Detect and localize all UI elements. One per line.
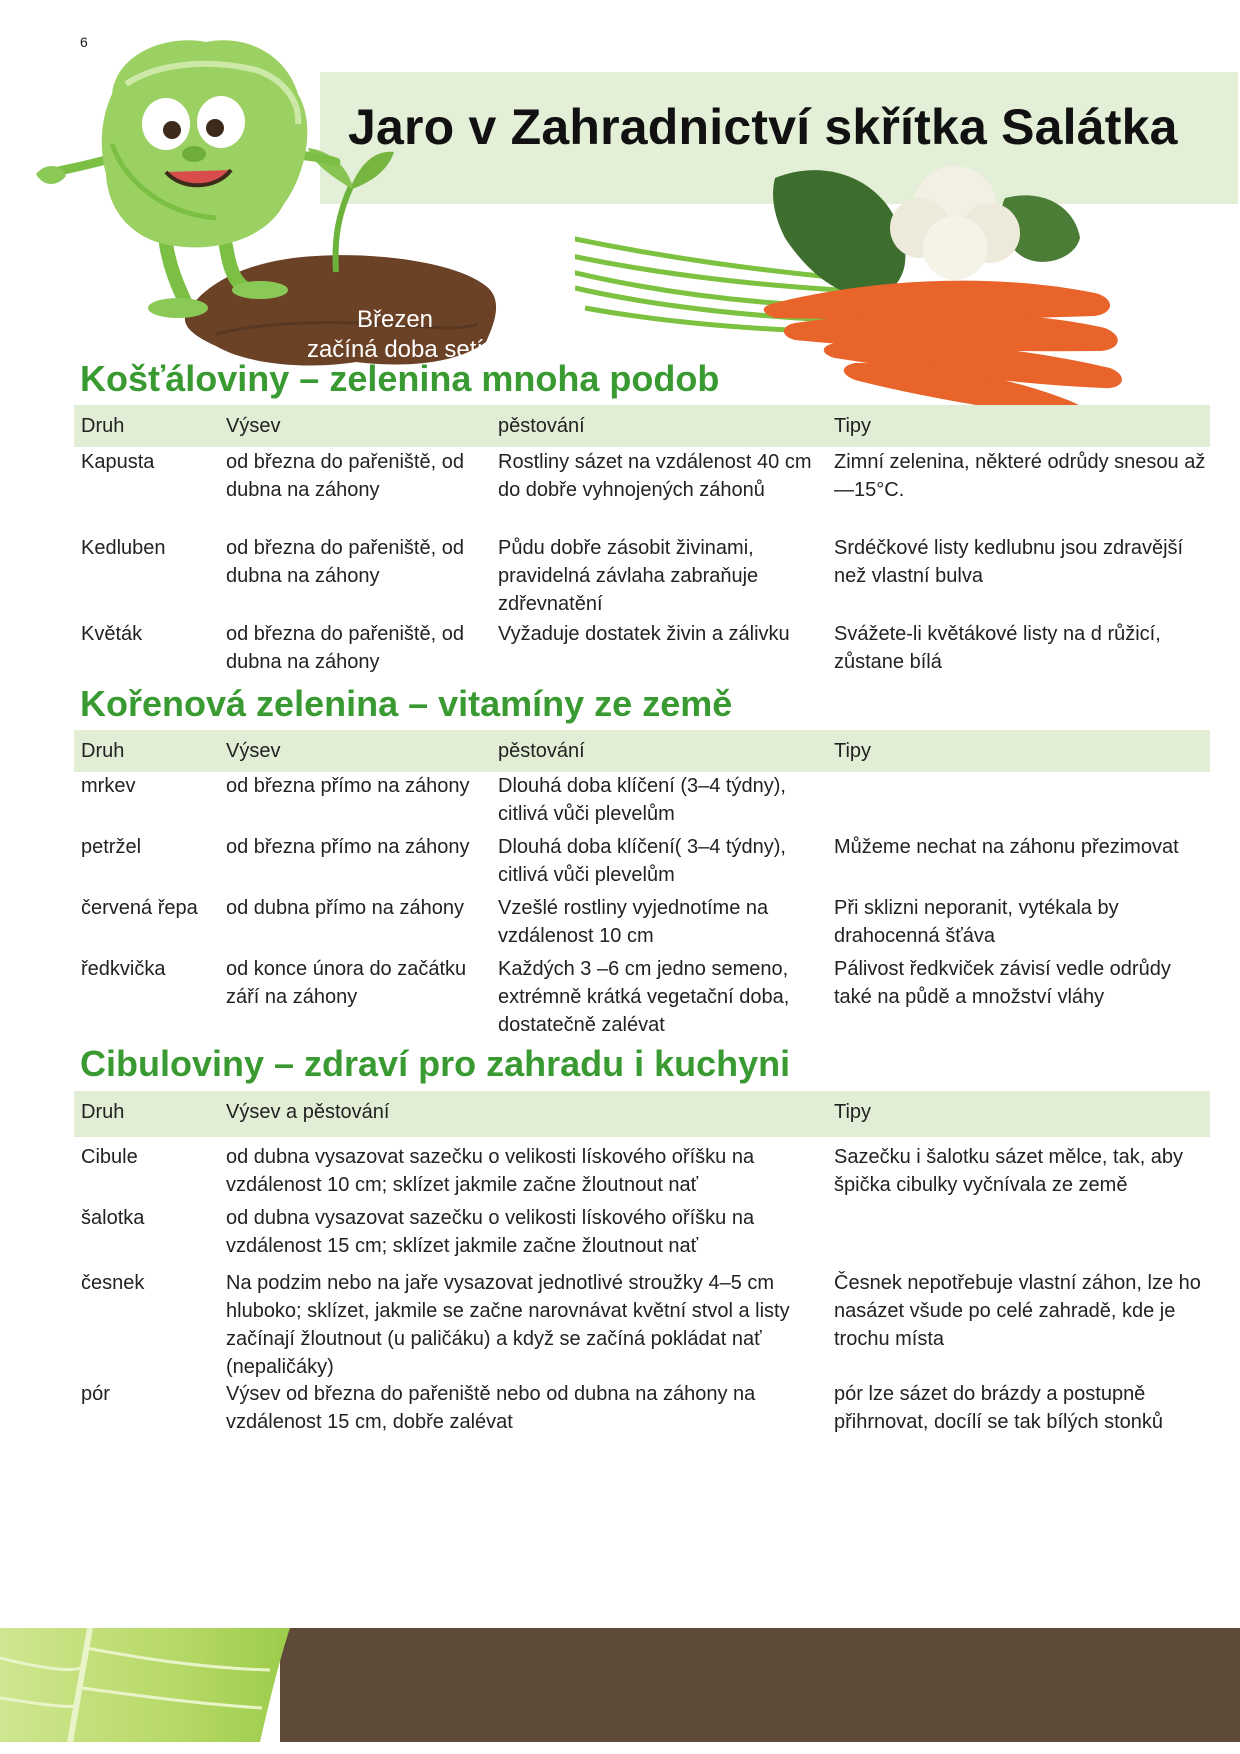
cell-pestovani: Rostliny sázet na vzdálenost 40 cm do dobře vyhnojených záhonů bbox=[498, 451, 812, 501]
cell-pestovani: Půdu dobře zásobit živinami, pravidelná závlaha zabraňuje zdřevnatění bbox=[498, 537, 759, 615]
cell-pestovani: Dlouhá doba klíčení( 3–4 týdny), citlivá vůči plevelům bbox=[498, 836, 786, 886]
cell-druh: Kapusta bbox=[81, 451, 155, 473]
soil-caption-line-1: Březen bbox=[356, 306, 434, 333]
cell-tipy: Zimní zelenina, některé odrůdy snesou až—15°C. bbox=[834, 451, 1206, 501]
column-header-vysev-a-pestovani: Výsev a pěstování bbox=[226, 1101, 390, 1123]
cell-tipy: Svážete-li květákové listy na d růžicí, zůstane bílá bbox=[834, 623, 1161, 673]
cauliflower bbox=[890, 166, 1020, 280]
cell-vysev-a-pestovani: od dubna vysazovat sazečku o velikosti lískového oříšku na vzdálenost 10 cm; sklízet jakmile začne žloutnout nať bbox=[226, 1146, 755, 1196]
cell-pestovani: Dlouhá doba klíčení (3–4 týdny), citlivá vůči plevelům bbox=[498, 775, 786, 825]
cell-tipy: Sazečku i šalotku sázet mělce, tak, aby špička cibulky vyčnívala ze země bbox=[834, 1146, 1184, 1196]
cell-druh: pór bbox=[81, 1383, 110, 1405]
cell-druh: Kedluben bbox=[81, 537, 166, 559]
column-header-vysev: Výsev bbox=[226, 415, 281, 437]
section-heading-korenova-zelenina: Kořenová zelenina – vitamíny ze země bbox=[80, 683, 733, 724]
soil-caption bbox=[285, 305, 505, 365]
cell-vysev: od března přímo na záhony bbox=[226, 775, 470, 797]
page-number: 6 bbox=[80, 34, 88, 50]
cell-vysev: od konce února do začátku září na záhony bbox=[226, 958, 467, 1008]
table-cibuloviny bbox=[74, 1091, 1210, 1451]
table-korenova-zelenina bbox=[74, 730, 1210, 1050]
cell-druh: ředkvička bbox=[81, 958, 166, 980]
cell-pestovani: Každých 3 –6 cm jedno semeno, extrémně krátká vegetační doba, dostatečně zalévat bbox=[498, 958, 790, 1036]
cell-vysev-a-pestovani: Na podzim nebo na jaře vysazovat jednotlivé stroužky 4–5 cm hluboko; sklízet, jakmile se začne narovnávat květní stvol a listy začínají žloutnout (u paličáku) a když se začíná pokládat nať (nepaličáky) bbox=[226, 1272, 790, 1378]
cell-vysev: od března přímo na záhony bbox=[226, 836, 470, 858]
cell-vysev: od března do pařeniště, od dubna na záhony bbox=[226, 537, 464, 587]
column-header-tipy: Tipy bbox=[834, 740, 872, 762]
column-header-tipy: Tipy bbox=[834, 1101, 872, 1123]
table-kostaloviny bbox=[74, 405, 1210, 685]
cell-vysev-a-pestovani: Výsev od března do pařeniště nebo od dubna na záhony na vzdálenost 15 cm, dobře zalévat bbox=[226, 1383, 756, 1433]
page-title: Jaro v Zahradnictví skřítka Salátka bbox=[348, 99, 1178, 155]
column-header-vysev: Výsev bbox=[226, 740, 281, 762]
cell-tipy: Pálivost ředkviček závisí vedle odrůdy také na půdě a množství vláhy bbox=[834, 958, 1171, 1008]
soil-caption-line-2: začíná doba setí bbox=[306, 336, 484, 363]
leaf-footer-decoration bbox=[0, 1628, 1240, 1742]
cell-druh: petržel bbox=[81, 836, 142, 858]
column-header-druh: Druh bbox=[81, 740, 125, 762]
cell-druh: červená řepa bbox=[81, 897, 198, 919]
section-heading-kostaloviny: Košťáloviny – zelenina mnoha podob bbox=[80, 358, 720, 399]
cell-vysev: od dubna přímo na záhony bbox=[226, 897, 464, 919]
cell-tipy: Můžeme nechat na záhonu přezimovat bbox=[834, 836, 1179, 858]
cell-tipy: pór lze sázet do brázdy a postupně přihrnovat, docílí se tak bílých stonků bbox=[834, 1383, 1164, 1433]
cell-druh: mrkev bbox=[81, 775, 136, 797]
cell-druh: Cibule bbox=[81, 1146, 138, 1168]
seedling-leaf-right bbox=[352, 152, 394, 189]
cell-vysev: od března do pařeniště, od dubna na záhony bbox=[226, 623, 464, 673]
cell-tipy: Srdéčkové listy kedlubnu jsou zdravější než vlastní bulva bbox=[834, 537, 1184, 587]
table-header-row bbox=[74, 1091, 1210, 1137]
column-header-pestovani: pěstování bbox=[498, 740, 585, 762]
cell-vysev: od března do pařeniště, od dubna na záhony bbox=[226, 451, 464, 501]
cell-vysev-a-pestovani: od dubna vysazovat sazečku o velikosti lískového oříšku na vzdálenost 15 cm; sklízet jakmile začne žloutnout nať bbox=[226, 1207, 755, 1257]
cell-pestovani: Vyžaduje dostatek živin a zálivku bbox=[498, 623, 790, 645]
cell-druh: šalotka bbox=[81, 1207, 145, 1229]
cell-tipy: Česnek nepotřebuje vlastní záhon, lze ho nasázet všude po celé zahradě, kde je trochu místa bbox=[834, 1272, 1201, 1350]
leaves bbox=[773, 170, 905, 298]
cell-druh: Květák bbox=[81, 623, 143, 645]
carrots bbox=[764, 281, 1122, 421]
table-header-row bbox=[74, 730, 1210, 772]
column-header-pestovani: pěstování bbox=[498, 415, 585, 437]
table-header-row bbox=[74, 405, 1210, 447]
section-heading-cibuloviny: Cibuloviny – zdraví pro zahradu i kuchyni bbox=[80, 1043, 791, 1084]
column-header-druh: Druh bbox=[81, 415, 125, 437]
column-header-tipy: Tipy bbox=[834, 415, 872, 437]
cell-pestovani: Vzešlé rostliny vyjednotíme na vzdálenost 10 cm bbox=[498, 897, 769, 947]
cell-druh: česnek bbox=[81, 1272, 145, 1294]
column-header-druh: Druh bbox=[81, 1101, 125, 1123]
cell-tipy: Při sklizni neporanit, vytékala by drahocenná šťáva bbox=[834, 897, 1119, 947]
